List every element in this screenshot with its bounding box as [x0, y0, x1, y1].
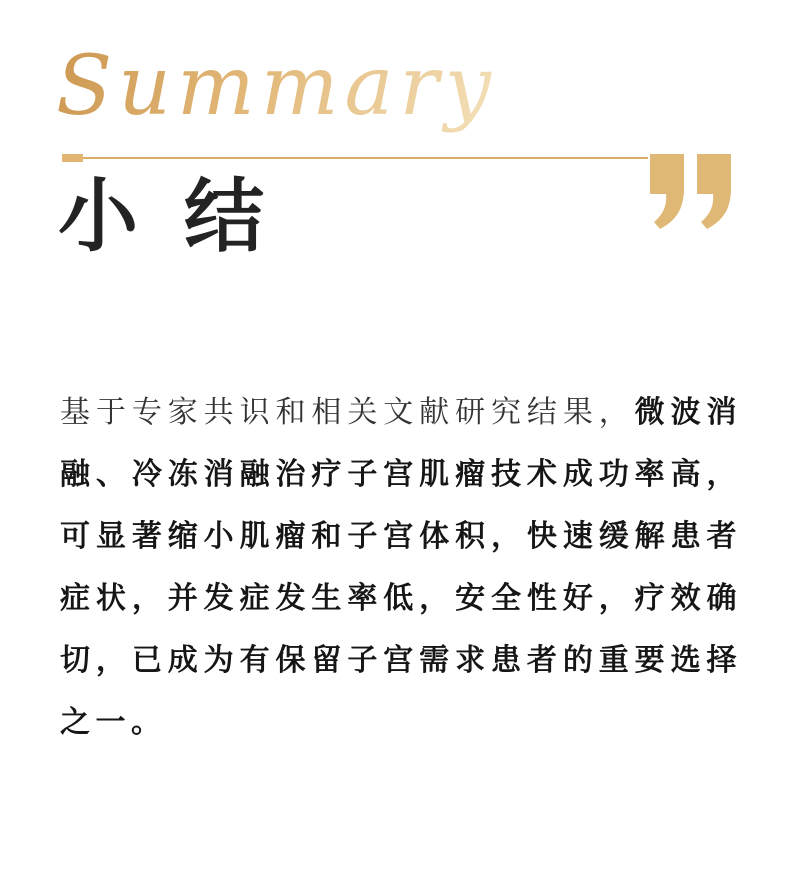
divider-tick — [62, 154, 83, 162]
section-title: 小结 — [58, 169, 310, 263]
divider-line — [83, 157, 648, 159]
closing-double-quote-icon — [650, 154, 736, 234]
summary-paragraph — [60, 382, 742, 754]
summary-script-heading: Summary — [56, 38, 497, 136]
paragraph-regular-text: 基于专家共识和相关文献研究结果， — [60, 396, 635, 429]
gold-divider — [62, 154, 648, 162]
paragraph-bold-text: 微波消融、冷冻消融治疗子宫肌瘤技术成功率高，可显著缩小肌瘤和子宫体积，快速缓解患者症状，并发症发生率低，安全性好，疗效确切，已成为有保留子宫需求患者的重要选择之一。 — [60, 396, 743, 739]
